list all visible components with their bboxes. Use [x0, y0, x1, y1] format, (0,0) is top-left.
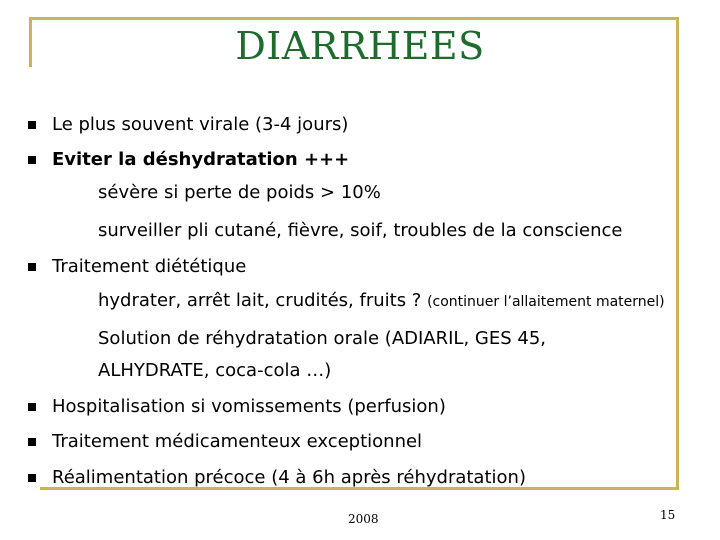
square-bullet-icon	[28, 121, 36, 129]
frame-right-line	[676, 17, 679, 489]
bullet-text: Traitement diététique	[52, 256, 247, 277]
square-bullet-icon	[28, 263, 36, 271]
bullet-text: Réalimentation précoce (4 à 6h après réhydratation)	[52, 467, 526, 488]
frame-top-line	[29, 17, 679, 20]
sub-item-hydrate	[98, 290, 665, 311]
breastfeeding-note: (continuer l’allaitement maternel)	[427, 294, 665, 310]
footer-year: 2008	[348, 512, 379, 526]
bullet-text: Hospitalisation si vomissements (perfusion)	[52, 396, 446, 417]
bullet-item-6	[28, 467, 526, 488]
sub-item-ors-line1: Solution de réhydratation orale (ADIARIL, GES 45,	[98, 328, 546, 349]
bullet-item-4	[28, 396, 446, 417]
bullet-text: Eviter la déshydratation +++	[52, 149, 350, 170]
bullet-item-1	[28, 114, 348, 135]
square-bullet-icon	[28, 156, 36, 164]
page-number: 15	[660, 508, 676, 522]
bullet-text: Le plus souvent virale (3-4 jours)	[52, 114, 349, 135]
slide-title: DIARRHEES	[235, 24, 485, 68]
bullet-item-3	[28, 256, 246, 277]
bullet-item-2	[28, 149, 349, 170]
sub-item-monitoring: surveiller pli cutané, fièvre, soif, troubles de la conscience	[98, 220, 623, 241]
square-bullet-icon	[28, 403, 36, 411]
sub-item-severity: sévère si perte de poids > 10%	[98, 182, 381, 203]
square-bullet-icon	[28, 438, 36, 446]
bullet-item-5	[28, 431, 422, 452]
sub-item-ors-line2: ALHYDRATE, coca-cola …)	[98, 360, 332, 381]
bullet-text: Traitement médicamenteux exceptionnel	[52, 431, 423, 452]
sub-item-text: hydrater, arrêt lait, crudités, fruits ?	[98, 290, 428, 311]
square-bullet-icon	[28, 474, 36, 482]
